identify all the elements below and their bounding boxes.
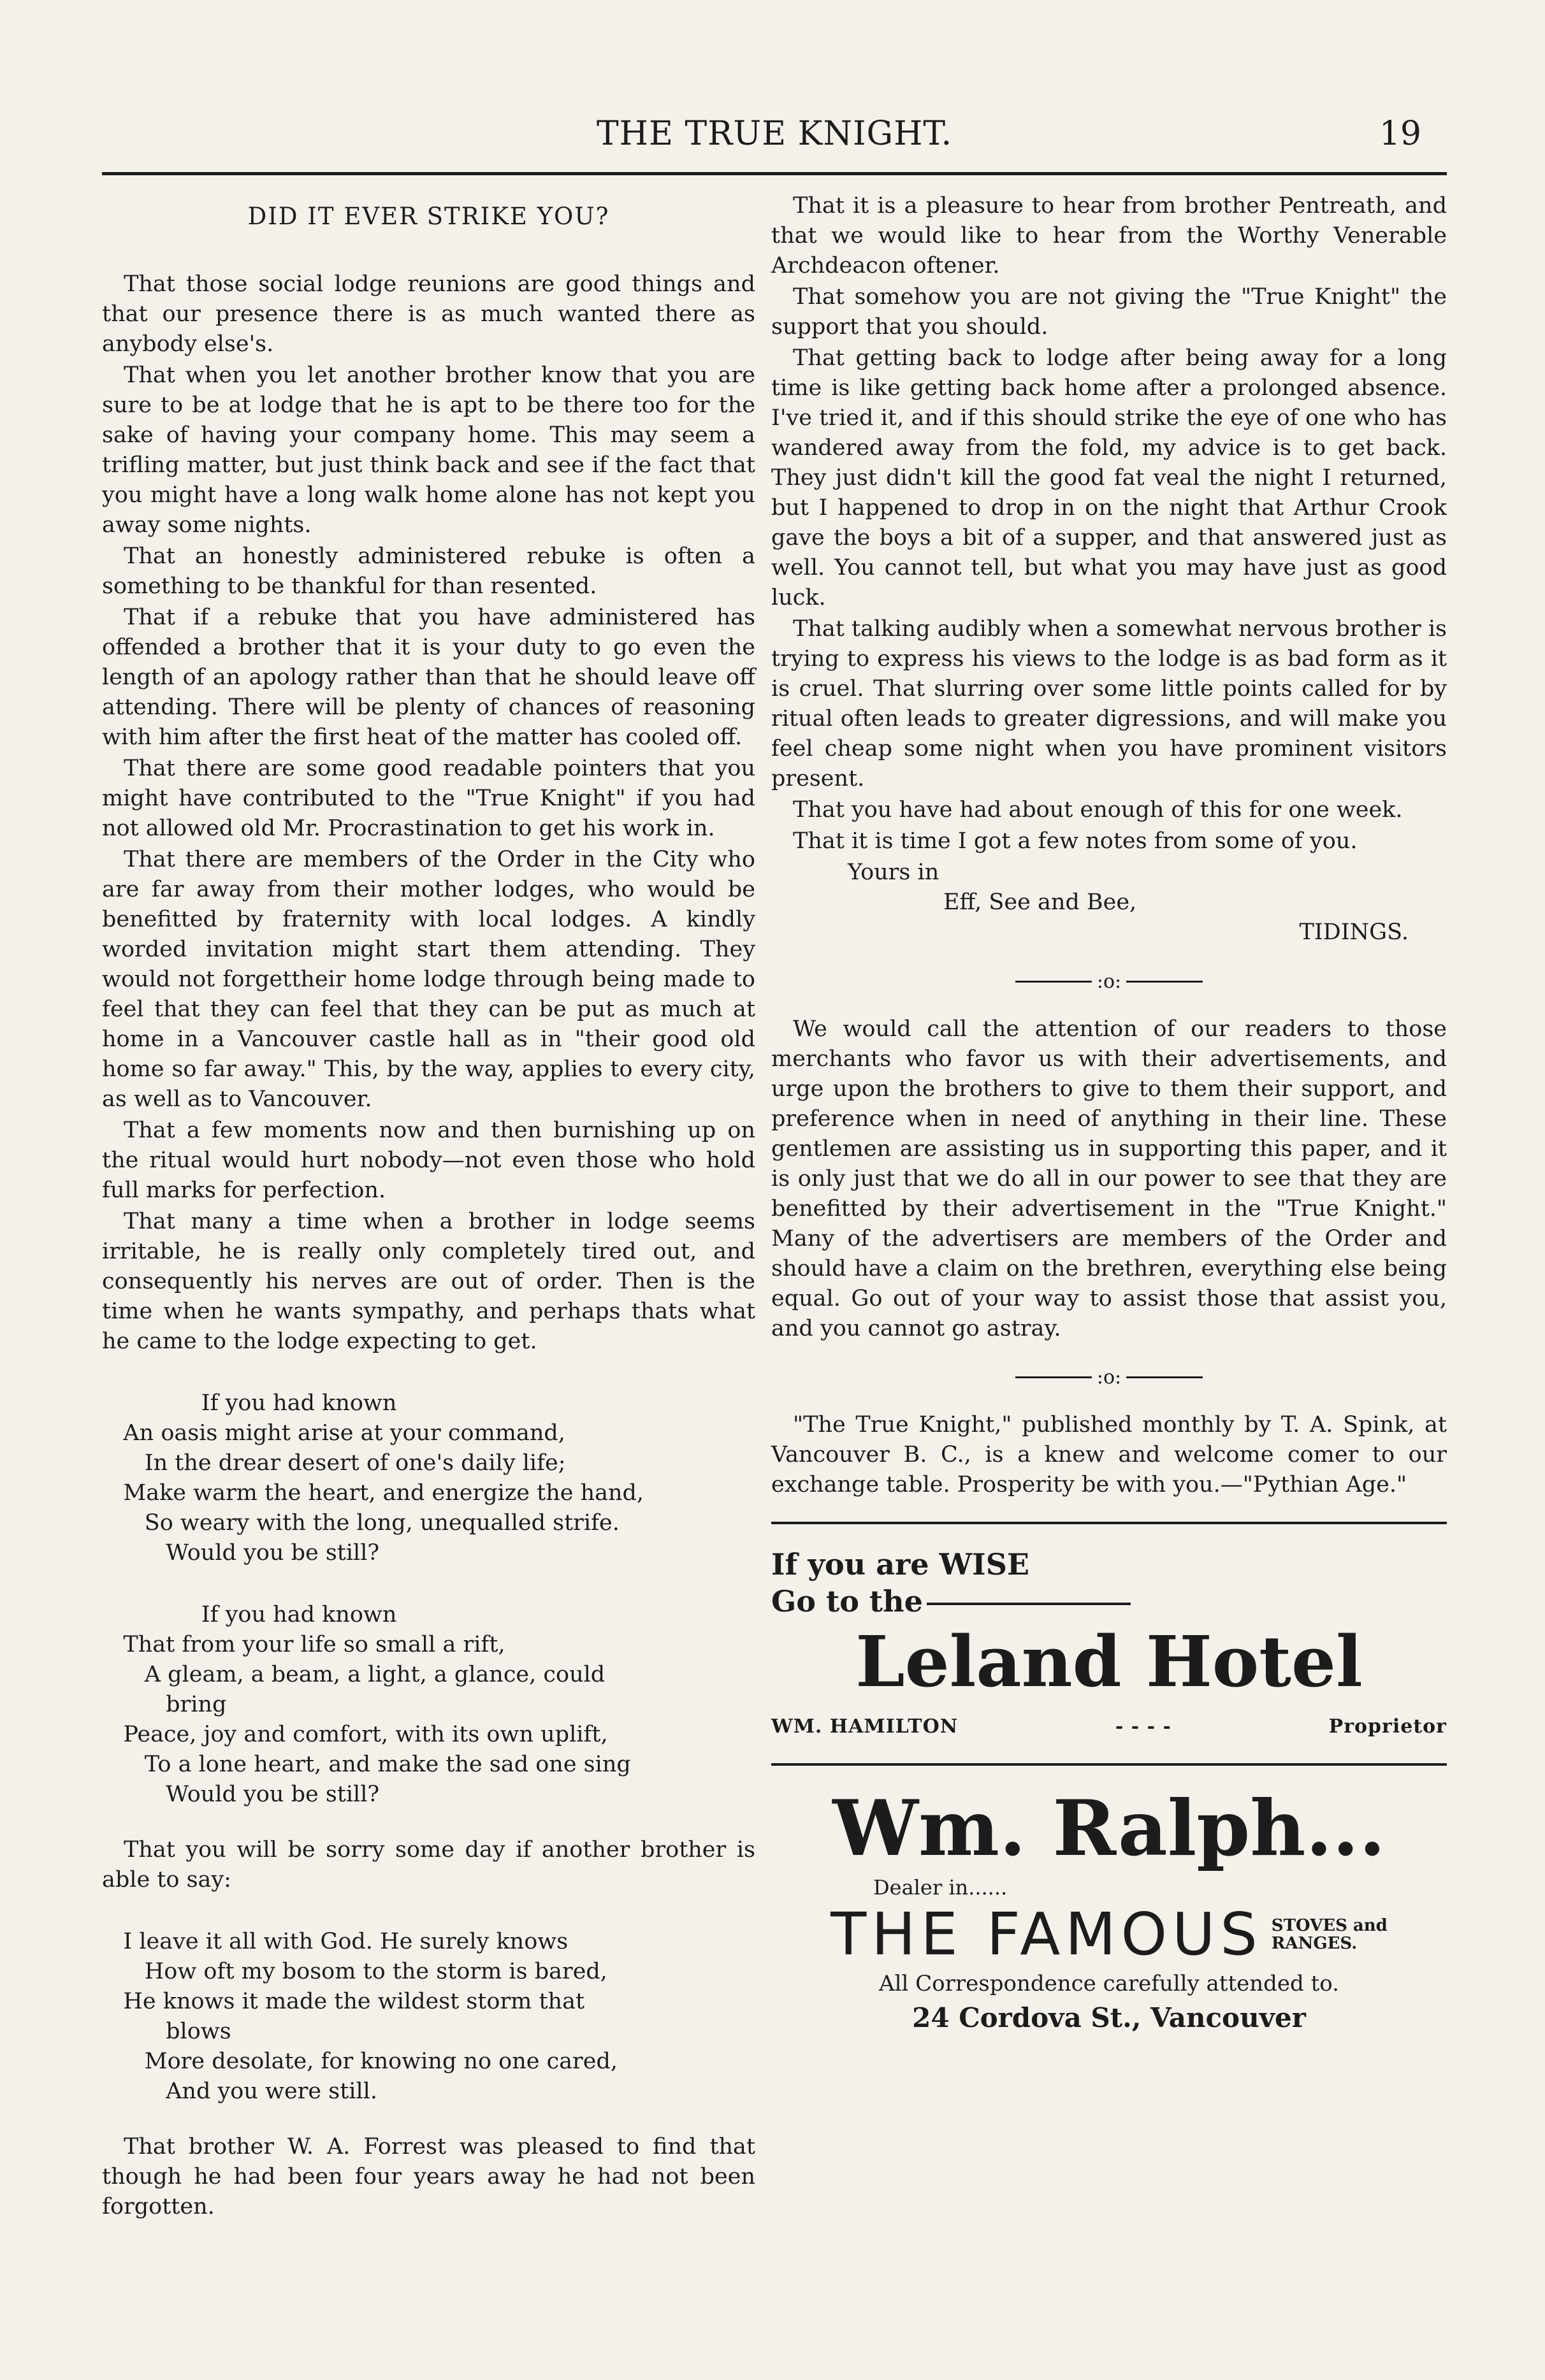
poem-line: He knows it made the wildest storm that xyxy=(102,1989,585,2014)
ad-address: 24 Cordova St., Vancouver xyxy=(912,2002,1306,2033)
poem-line: More desolate, for knowing no one cared, xyxy=(102,2049,618,2074)
article-paragraph: That getting back to lodge after being away for a long time is like getting back home after a prolonged absence. I've tried it, and if this should strike the eye of one who has wandered away from the fold, my advice is to get back. They just didn't kill the good fat veal the night I returned, but I happened to drop in on the night that Arthur Crook gave the boys a bit of a supper, and that answered just as well. You cannot tell, but what you may have just as good luck. xyxy=(771,345,1447,610)
ad-goto-text: Go to the xyxy=(771,1584,923,1619)
article-paragraph: That talking audibly when a somewhat nervous brother is trying to express his views to the lodge is as bad form as it is cruel. That slurring over some little points called for by ritual often leads to greater digressions, and will make you feel cheap some night when you have prominent visitors present. xyxy=(771,616,1447,791)
masthead-title: THE TRUE KNIGHT. xyxy=(596,115,952,153)
ad-dealer: Dealer in...... xyxy=(873,1875,1008,1900)
ad-goto-line xyxy=(771,1583,1447,1620)
article-paragraph: That there are members of the Order in the City who are far away from their mother lodges, who would be benefitted by fraternity with local lodges. A kindly worded invitation might start them attending. They would not forgettheir home lodge through being made to feel that they can feel that they can be put as much at home in a Vancouver castle hall as in "their good old home so far away." This, by the way, applies to every city, as well as to Vancouver. xyxy=(102,847,755,1112)
poem-line: I leave it all with God. He surely knows xyxy=(102,1929,569,1954)
article-paragraph: That many a time when a brother in lodge seems irritable, he is really only completely tired out, and consequently his nerves are out of order. Then is the time when he wants sympathy, and perhaps thats what he came to the lodge expecting to get. xyxy=(102,1209,755,1354)
poem-line: That from your life so small a rift, xyxy=(102,1632,505,1657)
article-paragraph: That those social lodge reunions are good things and that our presence there is as much wanted there as anybody else's. xyxy=(102,271,755,357)
divider-line xyxy=(1015,981,1092,983)
poem-line: Make warm the heart, and energize the hand, xyxy=(102,1480,644,1506)
poem-line: bring xyxy=(102,1692,227,1717)
poem-line: Would you be still? xyxy=(102,1540,380,1566)
poem-line: In the drear desert of one's daily life; xyxy=(102,1450,566,1476)
ad-rule xyxy=(771,1522,1447,1524)
article-paragraph: That an honestly administered rebuke is often a something to be thankful for than resented. xyxy=(102,544,755,599)
article-paragraph: That if a rebuke that you have administered has offended a brother that it is your duty to go even the length of an apology rather than that he should leave off attending. There will be plenty of chances of reasoning with him after the first heat of the matter has cooled off. xyxy=(102,605,755,750)
ad-stoves-block xyxy=(1272,1917,1388,1952)
poem-line: Peace, joy and comfort, with its own uplift, xyxy=(102,1722,608,1747)
poem-stanza-1 xyxy=(102,1388,755,1568)
article-paragraph: That it is time I got a few notes from some of you. xyxy=(793,828,1358,854)
poem-line: A gleam, a beam, a light, a glance, could xyxy=(102,1662,606,1687)
page-number: 19 xyxy=(1379,115,1421,153)
divider-line xyxy=(1126,1376,1203,1378)
ad-ranges: RANGES. xyxy=(1271,1934,1358,1953)
ad-stoves: STOVES and xyxy=(1271,1916,1388,1935)
poem-line: Would you be still? xyxy=(102,1782,380,1807)
article-paragraph: We would call the attention of our readers to those merchants who favor us with their advertisements, and urge upon the brothers to give to them their support, and preference when in need of anything in their line. These gentlemen are assisting us in supporting this paper, and it is only just that we do all in our power to see that they are benefitted by their advertisement in the "True Knight." Many of the advertisers are members of the Order and should have a claim on the brethren, everything else being equal. Go out of your way to assist those that assist you, and you cannot go astray. xyxy=(771,1016,1447,1341)
section-divider xyxy=(771,965,1447,997)
article-paragraph: That somehow you are not giving the "True Knight" the support that you should. xyxy=(771,284,1447,340)
divider-line xyxy=(1126,981,1203,983)
left-column xyxy=(102,191,755,2223)
article-paragraph: That you have had about enough of this for one week. xyxy=(793,797,1403,823)
ad-proprietor-label: Proprietor xyxy=(1328,1715,1447,1738)
poem-stanza-3 xyxy=(102,1927,755,2107)
article-paragraph: That brother W. A. Forrest was pleased to find that though he had been four years away he had not been forgotten. xyxy=(102,2134,755,2219)
right-column xyxy=(771,191,1447,2033)
ad-pointer-line xyxy=(927,1603,1131,1605)
leland-hotel-ad xyxy=(771,1546,1447,1742)
signature-yours: Yours in xyxy=(848,860,939,885)
header-rule xyxy=(102,172,1447,175)
poem-stanza-2 xyxy=(102,1600,755,1810)
ad-proprietor-name: WM. HAMILTON xyxy=(771,1715,959,1738)
article-paragraph: "The True Knight," published monthly by T. A. Spink, at Vancouver B. C., is a knew and welcome comer to our exchange table. Prosperity be with you.—"Pythian Age." xyxy=(771,1412,1447,1497)
poem-line: blows xyxy=(102,2019,231,2044)
poem-line: How oft my bosom to the storm is bared, xyxy=(102,1959,607,1984)
poem-line: If you had known xyxy=(102,1602,397,1627)
article-paragraph: That it is a pleasure to hear from brother Pentreath, and that we would like to hear from the Worthy Venerable Archdeacon oftener. xyxy=(771,193,1447,278)
ad-hotel-name: Leland Hotel xyxy=(855,1620,1363,1703)
ad-wise-line: If you are WISE xyxy=(771,1547,1029,1582)
ad-ralph-name: Wm. Ralph... xyxy=(832,1784,1386,1873)
divider-glyph: :o: xyxy=(1096,970,1122,993)
article-heading: DID IT EVER STRIKE YOU? xyxy=(247,203,610,230)
signature-name: TIDINGS. xyxy=(1299,920,1409,945)
ad-proprietor-row xyxy=(771,1712,1447,1742)
ad-famous-row xyxy=(771,1900,1447,1968)
section-divider xyxy=(771,1362,1447,1393)
poem-line: So weary with the long, unequalled strife. xyxy=(102,1510,620,1536)
divider-glyph: :o: xyxy=(1096,1366,1122,1388)
article-paragraph: That when you let another brother know that you are sure to be at lodge that he is apt to be there too for the sake of having your company home. This may seem a trifling matter, but just think back and see if the fact that you might have a long walk home alone has not kept you away some nights. xyxy=(102,363,755,538)
signature-fsb: Eff, See and Bee, xyxy=(943,890,1137,915)
poem-line: To a lone heart, and make the sad one sing xyxy=(102,1752,631,1777)
page-header xyxy=(102,107,1447,164)
poem-line: An oasis might arise at your command, xyxy=(102,1420,565,1446)
ad-rule xyxy=(771,1763,1447,1766)
ad-famous: THE FAMOUS xyxy=(831,1900,1263,1968)
article-paragraph: That there are some good readable pointers that you might have contributed to the "True Knight" if you had not allowed old Mr. Procrastination to get his work in. xyxy=(102,756,755,841)
article-paragraph: That a few moments now and then burnishing up on the ritual would hurt nobody—not even those who hold full marks for perfection. xyxy=(102,1118,755,1203)
ad-dashes: - - - - xyxy=(1115,1715,1171,1738)
poem-line: And you were still. xyxy=(102,2079,377,2104)
ad-correspondence: All Correspondence carefully attended to. xyxy=(879,1971,1339,1996)
poem-line: If you had known xyxy=(102,1390,397,1416)
ralph-ad xyxy=(771,1784,1447,2033)
article-paragraph: That you will be sorry some day if another brother is able to say: xyxy=(102,1837,755,1893)
divider-line xyxy=(1015,1376,1092,1378)
